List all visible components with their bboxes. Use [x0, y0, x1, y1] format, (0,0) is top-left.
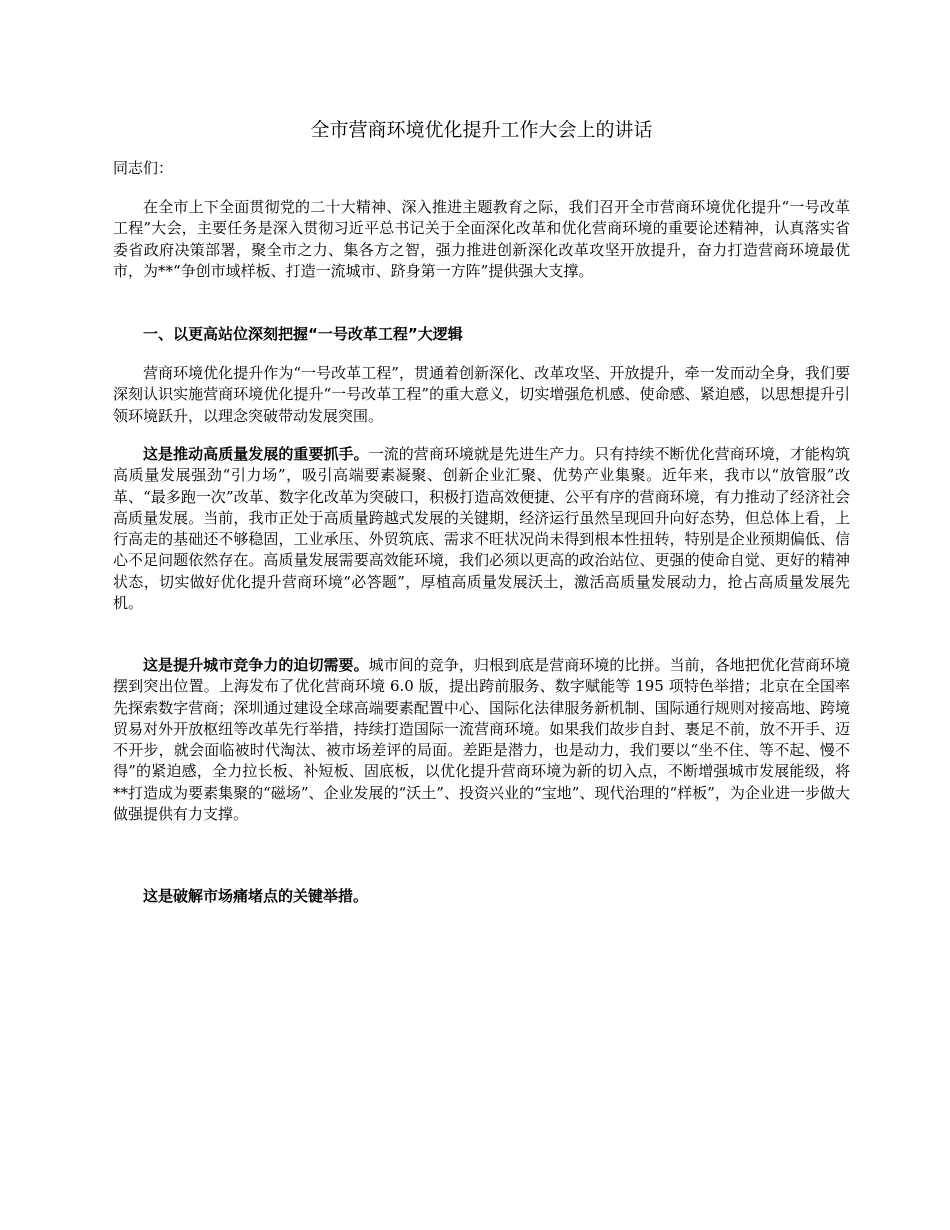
point-paragraph-2 — [113, 655, 850, 825]
point-paragraph-1 — [113, 444, 850, 614]
point-body-2: 城市间的竞争，归根到底是营商环境的比拼。当前，各地把优化营商环境摆到突出位置。上海发布了优化营商环境 6.0 版，提出跨前服务、数字赋能等 195 项特色举措；北京在全国率先探索数字营商；深圳通过建设全球高端要素配置中心、国际化法律服务新机制、国际通行规则对接高地、跨境贸易对外开放枢纽等改革先行举措，持续打造国际一流营商环境。如果我们故步自封、裹足不前，放不开手、迈不开步，就会面临被时代淘汰、被市场差评的局面。差距是潜力，也是动力，我们要以“坐不住、等不起、慢不得”的紧迫感，全力拉长板、补短板、固底板，以优化提升营商环境为新的切入点，不断增强城市发展能级，将**打造成为要素集聚的“磁场”、企业发展的“沃土”、投资兴业的“宝地”、现代治理的“样板”，为企业进一步做大做强提供有力支撑。 — [113, 656, 850, 824]
section-heading-1: 一、以更高站位深刻把握“一号改革工程”大逻辑 — [143, 325, 463, 343]
point-lead-1: 这是推动高质量发展的重要抓手。 — [143, 445, 369, 463]
point-lead-2: 这是提升城市竞争力的迫切需要。 — [143, 656, 369, 674]
intro-paragraph: 在全市上下全面贯彻党的二十大精神、深入推进主题教育之际，我们召开全市营商环境优化提升“一号改革工程”大会，主要任务是深入贯彻习近平总书记关于全面深化改革和优化营商环境的重要论述精神，认真落实省委省政府决策部署，聚全市之力、集各方之智，强力推进创新深化改革攻坚开放提升，奋力打造营商环境最优市，为**“争创市域样板、打造一流城市、跻身第一方阵”提供强大支撑。 — [113, 198, 850, 280]
page-title: 全市营商环境优化提升工作大会上的讲话 — [310, 119, 653, 141]
section-intro-paragraph: 营商环境优化提升作为“一号改革工程”，贯通着创新深化、改革攻坚、开放提升，牵一发而动全身，我们要深刻认识实施营商环境优化提升“一号改革工程”的重大意义，切实增强危机感、使命感、紧迫感，以思想提升引领环境跃升，以理念突破带动发展突围。 — [113, 364, 850, 425]
salutation: 同志们： — [113, 159, 174, 177]
point-body-1: 一流的营商环境就是先进生产力。只有持续不断优化营商环境，才能构筑高质量发展强劲“引力场”，吸引高端要素凝聚、创新企业汇聚、优势产业集聚。近年来，我市以“放管服”改革、“最多跑一次”改革、数字化改革为突破口，积极打造高效便捷、公平有序的营商环境，有力推动了经济社会高质量发展。当前，我市正处于高质量跨越式发展的关键期，经济运行虽然呈现回升向好态势，但总体上看，上行高走的基础还不够稳固，工业承压、外贸筑底、需求不旺状况尚未得到根本性扭转，特别是企业预期偏低、信心不足问题依然存在。高质量发展需要高效能环境，我们必须以更高的政治站位、更强的使命自觉、更好的精神状态，切实做好优化提升营商环境“必答题”，厚植高质量发展沃土，激活高质量发展动力，抢占高质量发展先机。 — [113, 445, 850, 613]
point-lead-3: 这是破解市场痛堵点的关键举措。 — [143, 887, 369, 905]
